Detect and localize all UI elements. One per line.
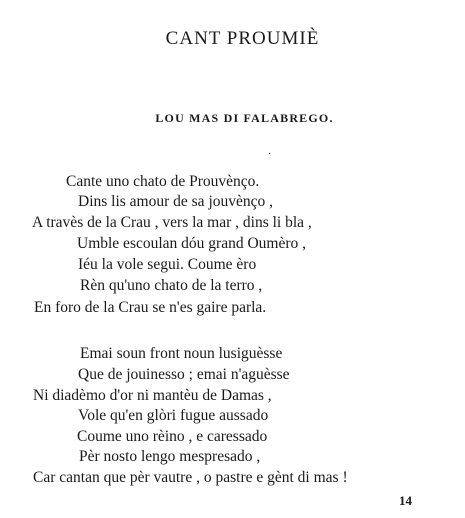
verse-line: Vole qu'en glòri fugue aussado	[78, 407, 269, 424]
verse-line: Rèn qu'uno chato de la terro ,	[80, 277, 263, 294]
verse-line: Emai soun front noun lusiguèsse	[80, 345, 283, 362]
verse-line: Umble escoulan dóu grand Oumèro ,	[77, 235, 306, 252]
verse-line: Cante uno chato de Prouvènço.	[66, 173, 260, 190]
verse-line: En foro de la Crau se n'es gaire parla.	[34, 299, 267, 316]
verse-line: Coume uno rèino , e caressado	[77, 428, 268, 445]
section-title: LOU MAS DI FALABREGO.	[155, 111, 334, 125]
verse-line: Iéu la vole segui. Coume èro	[78, 256, 257, 273]
verse-line: Dins lis amour de sa jouvènço ,	[78, 193, 274, 210]
verse-line: A travès de la Crau , vers la mar , dins li bla ,	[32, 214, 312, 231]
verse-line: Car cantan que pèr vautre , o pastre e gènt di mas !	[33, 469, 348, 486]
verse-line: Ni diadèmo d'or ni mantèu de Damas ,	[33, 387, 272, 404]
page-number: 14	[399, 493, 412, 508]
verse-line: Pèr nosto lengo mespresado ,	[79, 448, 261, 465]
canto-title: CANT PROUMIÈ	[165, 28, 320, 49]
printer-mark: ·	[268, 149, 272, 160]
verse-line: Que de jouinesso ; emai n'aguèsse	[78, 366, 290, 383]
